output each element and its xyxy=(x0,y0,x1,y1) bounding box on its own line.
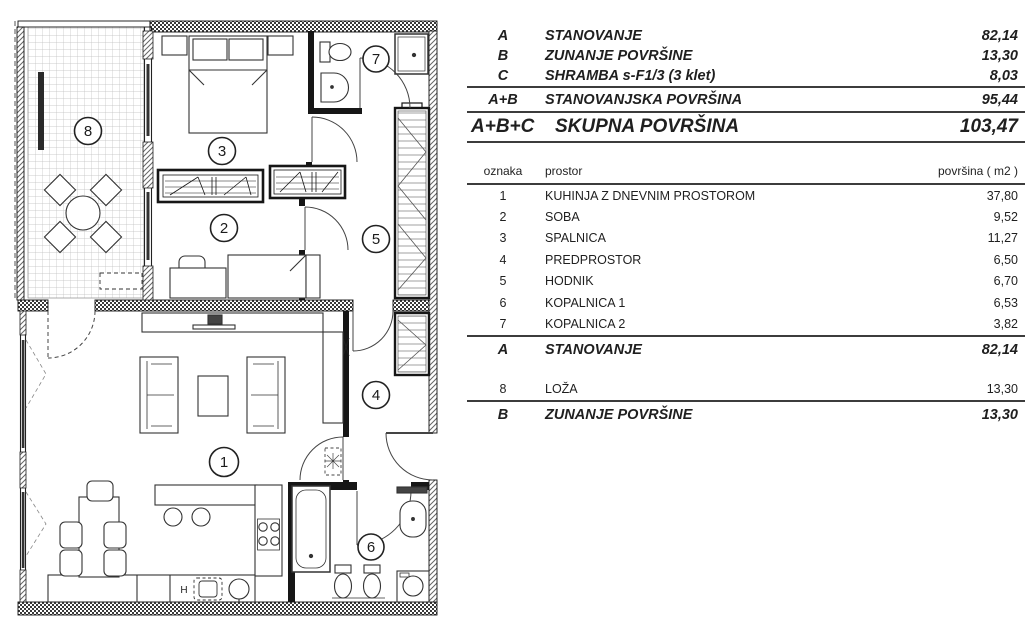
room-label-7 xyxy=(363,46,389,72)
outdoor-table xyxy=(467,377,1025,428)
row-name: ZUNANJE POVRŠINE xyxy=(545,48,693,64)
row-value: 3,82 xyxy=(993,317,1018,332)
bed-headboard xyxy=(306,255,320,298)
bidet-icon xyxy=(364,565,380,573)
table-row xyxy=(467,271,1025,292)
kitchen-counter xyxy=(48,575,255,602)
coffee-table xyxy=(198,376,228,416)
row-value: 82,14 xyxy=(981,341,1018,358)
wardrobe-hall-upper xyxy=(270,166,345,198)
wardrobe-hall-tall xyxy=(395,103,429,298)
row-value: 6,70 xyxy=(993,274,1018,289)
table-header xyxy=(467,158,1025,185)
window-glazing-bar xyxy=(22,492,25,568)
row-code: C xyxy=(497,68,509,84)
mirror-shelf xyxy=(397,487,427,493)
summary-table xyxy=(467,26,1025,143)
row-code: 7 xyxy=(499,317,507,332)
svg-text:6: 6 xyxy=(366,539,376,556)
row-code: 2 xyxy=(499,210,507,225)
row-value: 13,30 xyxy=(981,48,1018,64)
row-code: 6 xyxy=(499,295,507,310)
dining-chair xyxy=(104,550,126,576)
svg-text:3: 3 xyxy=(217,143,227,160)
row-name: KOPALNICA 1 xyxy=(545,295,626,310)
row-code: A xyxy=(497,28,509,44)
table-row xyxy=(467,228,1025,249)
room2-furniture xyxy=(170,255,320,298)
row-code: B xyxy=(497,407,509,423)
header-area: površina ( m2 ) xyxy=(937,163,1018,178)
kitchen-sink xyxy=(229,579,249,599)
floorplan-drawing xyxy=(0,0,460,628)
row-name: LOŽA xyxy=(545,381,578,396)
row-value: 11,27 xyxy=(987,231,1018,246)
row-value: 103,47 xyxy=(959,116,1018,137)
hall-cabinet xyxy=(323,332,343,423)
svg-text:2: 2 xyxy=(219,220,229,237)
table-row-total xyxy=(467,400,1025,428)
table-row xyxy=(467,185,1025,206)
row-code: A xyxy=(497,341,509,358)
room-label-4 xyxy=(363,382,390,409)
dining-chair xyxy=(87,481,113,501)
window-glazing-bar xyxy=(147,64,150,136)
row-name: SHRAMBA s-F1/3 (3 klet) xyxy=(545,68,716,84)
row-value: 37,80 xyxy=(986,188,1018,203)
table-row xyxy=(467,66,1025,86)
svg-text:1: 1 xyxy=(219,454,229,471)
row-code: A+B xyxy=(488,91,518,108)
desk xyxy=(170,268,226,298)
table-row xyxy=(467,206,1025,227)
row-name: STANOVANJE xyxy=(545,341,642,358)
dining-chair xyxy=(104,522,126,548)
room-label-6 xyxy=(358,534,384,560)
table-row-subtotal xyxy=(467,86,1025,111)
loggia-left-wall xyxy=(17,27,24,300)
sink-icon xyxy=(321,73,349,102)
room-label-5 xyxy=(363,226,390,253)
toilet-icon xyxy=(335,565,351,573)
row-code: 8 xyxy=(499,381,507,396)
row-code: A+B+C xyxy=(471,116,535,137)
row-name: STANOVANJSKA POVRŠINA xyxy=(545,91,743,108)
kitchen-island xyxy=(155,485,257,505)
table-row xyxy=(467,313,1025,334)
row-code: 3 xyxy=(499,231,507,246)
bar-stool xyxy=(164,508,182,526)
loggia-sliding-door xyxy=(38,72,44,150)
table-row xyxy=(467,46,1025,66)
row-name: SOBA xyxy=(545,210,580,225)
tv-icon xyxy=(208,315,222,324)
dining-chair xyxy=(60,522,82,548)
svg-text:4: 4 xyxy=(371,387,381,404)
svg-text:7: 7 xyxy=(371,51,381,68)
hob-label: H xyxy=(180,585,188,596)
rooms-table xyxy=(467,158,1025,363)
row-name: KOPALNICA 2 xyxy=(545,317,626,332)
row-value: 13,30 xyxy=(986,381,1018,396)
bottom-wall xyxy=(18,602,437,615)
svg-text:8: 8 xyxy=(83,123,93,140)
dining-chair xyxy=(60,550,82,576)
loggia-floor xyxy=(28,27,144,298)
right-wall-lower xyxy=(429,480,437,602)
room-label-8 xyxy=(75,118,102,145)
row-code: 5 xyxy=(499,274,507,289)
room-label-2 xyxy=(211,215,238,242)
toilet-icon xyxy=(329,44,351,61)
row-name: ZUNANJE POVRŠINE xyxy=(545,407,693,423)
bar-stool xyxy=(192,508,210,526)
window-glazing-bar xyxy=(22,340,25,448)
top-wall xyxy=(150,21,437,32)
row-code: B xyxy=(497,48,509,64)
loggia-divider-wall xyxy=(143,27,153,300)
table-row xyxy=(467,292,1025,313)
row-value: 82,14 xyxy=(981,28,1018,44)
wardrobe-entry xyxy=(395,313,429,375)
wardrobe-bedroom xyxy=(158,170,263,202)
header-code: oznaka xyxy=(483,163,523,178)
row-name: PREDPROSTOR xyxy=(545,252,642,267)
row-code: 4 xyxy=(499,252,507,267)
row-name: HODNIK xyxy=(545,274,594,289)
row-value: 95,44 xyxy=(981,91,1018,108)
table-row xyxy=(467,377,1025,400)
loggia-top-rail xyxy=(18,21,150,27)
row-value: 6,50 xyxy=(993,252,1018,267)
tv-stand xyxy=(193,325,235,329)
right-wall-upper xyxy=(429,31,437,433)
row-name: SPALNICA xyxy=(545,231,606,246)
row-name: STANOVANJE xyxy=(545,28,642,44)
mid-wall-a xyxy=(18,300,48,311)
room-label-3 xyxy=(209,138,236,165)
table-row xyxy=(467,249,1025,270)
row-value: 6,53 xyxy=(993,295,1018,310)
patio-table xyxy=(66,196,100,230)
window-glazing-bar xyxy=(147,192,150,260)
row-name: KUHINJA Z DNEVNIM PROSTOROM xyxy=(545,188,756,203)
single-bed xyxy=(228,255,306,298)
table-row-grand-total xyxy=(467,111,1025,143)
row-value: 9,52 xyxy=(993,210,1018,225)
header-name: prostor xyxy=(545,163,583,178)
row-code: 1 xyxy=(499,188,507,203)
row-value: 13,30 xyxy=(981,407,1018,423)
table-row-total xyxy=(467,335,1025,363)
row-name: SKUPNA POVRŠINA xyxy=(555,116,740,137)
planter-box xyxy=(100,273,142,289)
mid-wall-b xyxy=(95,300,353,311)
svg-text:5: 5 xyxy=(371,231,381,248)
row-value: 8,03 xyxy=(989,68,1018,84)
room-label-1 xyxy=(210,448,239,477)
table-row xyxy=(467,26,1025,46)
